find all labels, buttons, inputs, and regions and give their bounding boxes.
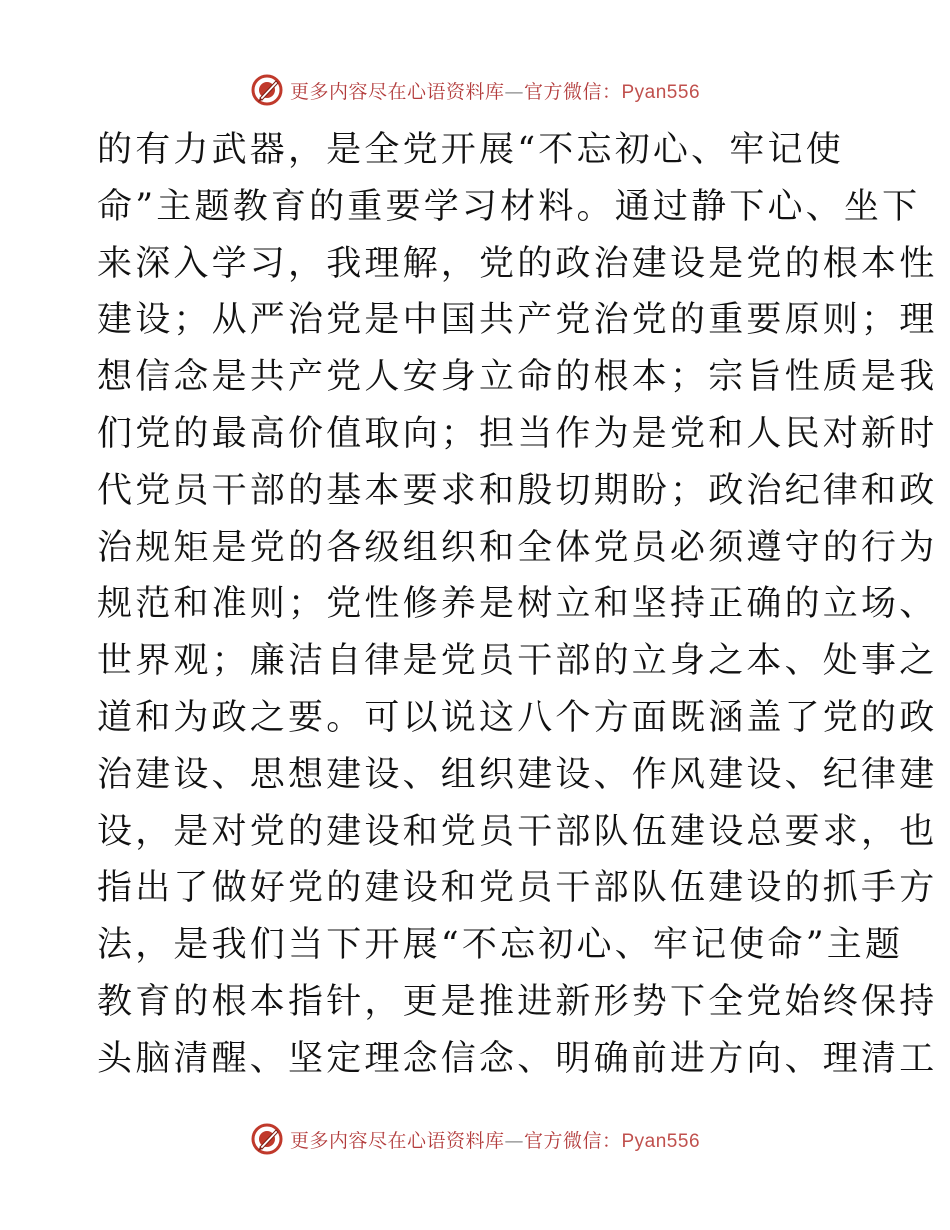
text-line: 治规矩是党的各级组织和全体党员必须遵守的行为 — [97, 527, 938, 568]
text-line: 规范和准则；党性修养是树立和坚持正确的立场、 — [97, 584, 938, 625]
watermark-official-label: 官方微信： — [523, 80, 622, 103]
watermark-wechat-id: Pyan556 — [621, 81, 701, 103]
text-line: 来深入学习，我理解，党的政治建设是党的根本性 — [97, 243, 938, 284]
header-watermark — [0, 70, 950, 110]
watermark-text — [290, 1126, 700, 1153]
watermark-text — [290, 77, 700, 104]
text-line: 建设；从严治党是中国共产党治党的重要原则；理 — [97, 300, 938, 341]
document-body — [97, 122, 938, 1088]
footer-watermark — [0, 1119, 950, 1159]
text-line: 道和为政之要。可以说这八个方面既涵盖了党的政 — [97, 697, 938, 738]
text-line: 们党的最高价值取向；担当作为是党和人民对新时 — [97, 413, 938, 454]
text-line: 教育的根本指针，更是推进新形势下全党始终保持 — [97, 981, 938, 1022]
pen-logo-icon — [250, 73, 284, 107]
text-line: 想信念是共产党人安身立命的根本；宗旨性质是我 — [97, 357, 938, 398]
text-line: 代党员干部的基本要求和殷切期盼；政治纪律和政 — [97, 470, 938, 511]
watermark-site-name: 更多内容尽在心语资料库 — [289, 1129, 505, 1152]
watermark-site-name: 更多内容尽在心语资料库 — [289, 80, 505, 103]
text-line: 指出了做好党的建设和党员干部队伍建设的抓手方 — [97, 868, 938, 909]
watermark-dash: — — [504, 80, 524, 103]
watermark-dash: — — [504, 1129, 524, 1152]
text-line: 设，是对党的建设和党员干部队伍建设总要求，也 — [97, 811, 938, 852]
text-line: 世界观；廉洁自律是党员干部的立身之本、处事之 — [97, 641, 938, 682]
text-line: 治建设、思想建设、组织建设、作风建设、纪律建 — [97, 754, 938, 795]
text-line: 法，是我们当下开展“不忘初心、牢记使命”主题 — [97, 925, 904, 966]
text-line: 命”主题教育的重要学习材料。通过静下心、坐下 — [97, 186, 921, 227]
watermark-wechat-id: Pyan556 — [621, 1130, 701, 1152]
text-line: 头脑清醒、坚定理念信念、明确前进方向、理清工 — [97, 1038, 938, 1079]
pen-logo-icon — [250, 1122, 284, 1156]
text-line: 的有力武器，是全党开展“不忘初心、牢记使 — [97, 130, 844, 170]
watermark-official-label: 官方微信： — [523, 1129, 622, 1152]
